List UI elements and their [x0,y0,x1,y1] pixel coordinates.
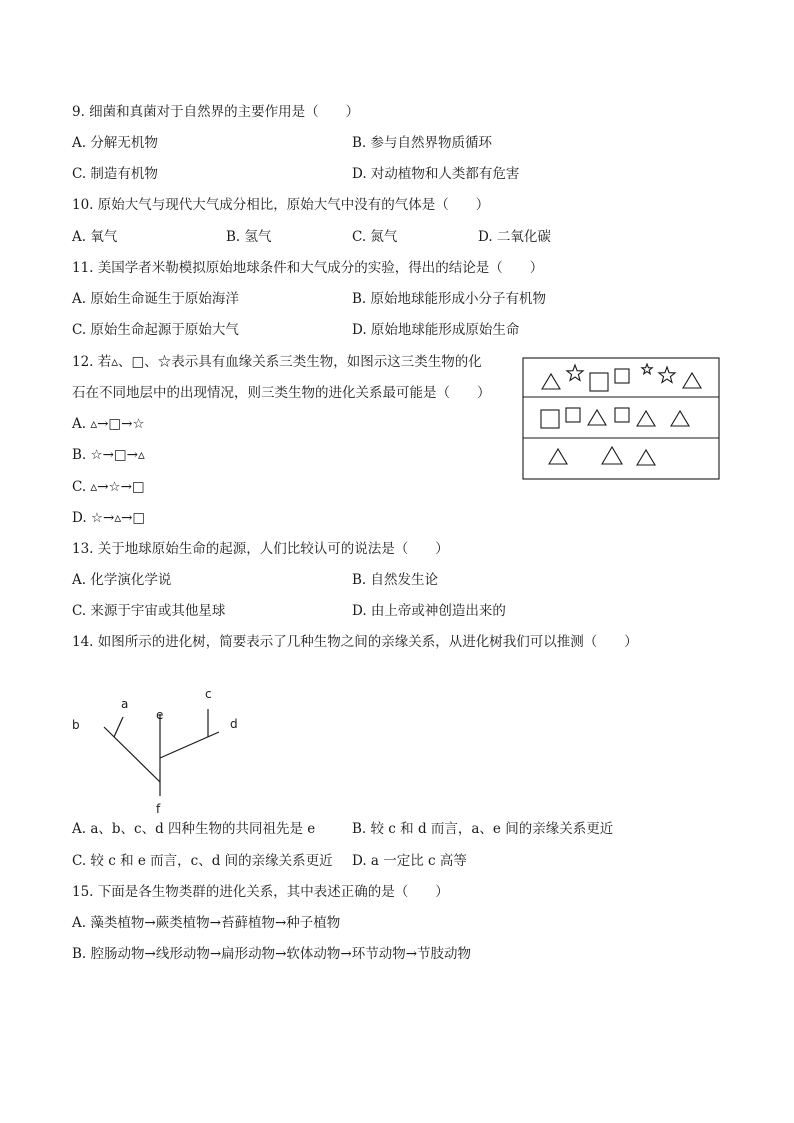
q12-option-a: A. ▵→□→☆ [72,416,145,432]
tree-branch-f-ab [104,727,160,782]
triangle-fossil [671,411,689,426]
q10-option-a: A. 氧气 [72,229,118,245]
q11-option-d: D. 原始地球能形成原始生命 [352,322,520,338]
triangle-fossil [542,374,560,389]
q10-stem: 10. 原始大气与现代大气成分相比，原始大气中没有的气体是（ ） [72,197,490,213]
tree-label-c: c [205,687,212,701]
q14-option-c: C. 较 c 和 e 而言，c、d 间的亲缘关系更近 [72,853,333,869]
q14-option-b: B. 较 c 和 d 而言，a、e 间的亲缘关系更近 [352,821,614,837]
q14-stem: 14. 如图所示的进化树，简要表示了几种生物之间的亲缘关系，从进化树我们可以推测（ ） [72,634,638,650]
q11-option-c: C. 原始生命起源于原始大气 [72,322,239,338]
square-fossil [566,408,580,422]
q11-stem: 11. 美国学者米勒模拟原始地球条件和大气成分的实验，得出的结论是（ ） [72,260,544,276]
tree-label-a: a [121,697,129,711]
q11-option-b: B. 原始地球能形成小分子有机物 [352,291,547,307]
q14-option-d: D. a 一定比 c 高等 [352,853,467,869]
q13-option-a: A. 化学演化学说 [72,572,172,588]
q13-option-b: B. 自然发生论 [352,572,439,588]
triangle-fossil [683,373,701,388]
q13-option-d: D. 由上帝或神创造出来的 [352,603,506,619]
q9-option-d: D. 对动植物和人类都有危害 [352,166,520,182]
q9-option-a: A. 分解无机物 [72,135,158,151]
q15-stem: 15. 下面是各生物类群的进化关系，其中表述正确的是（ ） [72,884,449,900]
fossil-strata-figure [522,357,720,481]
square-fossil [615,369,629,383]
tree-branch-a [114,717,123,737]
q14-option-a: A. a、b、c、d 四种生物的共同祖先是 e [72,821,316,837]
triangle-fossil [602,447,622,464]
star-fossil [567,365,583,380]
evolution-tree-figure [62,682,262,820]
q12-option-b: B. ☆→□→▵ [72,447,145,463]
q15-option-b: B. 腔肠动物→线形动物→扁形动物→软体动物→环节动物→节肢动物 [72,946,472,962]
star-fossil [642,364,652,374]
square-fossil [615,408,629,422]
triangle-fossil [588,410,606,425]
q12-option-c: C. ▵→☆→□ [72,479,145,495]
q9-option-c: C. 制造有机物 [72,166,158,182]
q10-option-d: D. 二氧化碳 [478,229,551,245]
q12-stem-line1: 12. 若▵、□、☆表示具有血缘关系三类生物，如图示这三类生物的化 [72,354,482,370]
q11-option-a: A. 原始生命诞生于原始海洋 [72,291,239,307]
q10-option-c: C. 氮气 [352,229,398,245]
triangle-fossil [637,411,655,426]
q9-option-b: B. 参与自然界物质循环 [352,135,493,151]
tree-label-f: f [156,802,161,816]
tree-label-d: d [230,717,238,731]
q13-option-c: C. 来源于宇宙或其他星球 [72,603,226,619]
q15-option-a: A. 藻类植物→蕨类植物→苔藓植物→种子植物 [72,915,341,931]
q13-stem: 13. 关于地球原始生命的起源，人们比较认可的说法是（ ） [72,541,449,557]
q12-option-d: D. ☆→▵→□ [72,510,146,526]
q9-stem: 9. 细菌和真菌对于自然界的主要作用是（ ） [72,104,360,120]
tree-branch-f-cd [160,732,219,758]
square-fossil [541,410,559,428]
triangle-fossil [637,450,655,465]
tree-label-b: b [72,718,80,732]
star-fossil [659,367,675,382]
square-fossil [590,373,608,391]
q10-option-b: B. 氢气 [226,229,272,245]
q12-stem-line2: 石在不同地层中的出现情况，则三类生物的进化关系最可能是（ ） [72,385,491,401]
tree-label-e: e [156,708,164,722]
triangle-fossil [549,449,567,464]
